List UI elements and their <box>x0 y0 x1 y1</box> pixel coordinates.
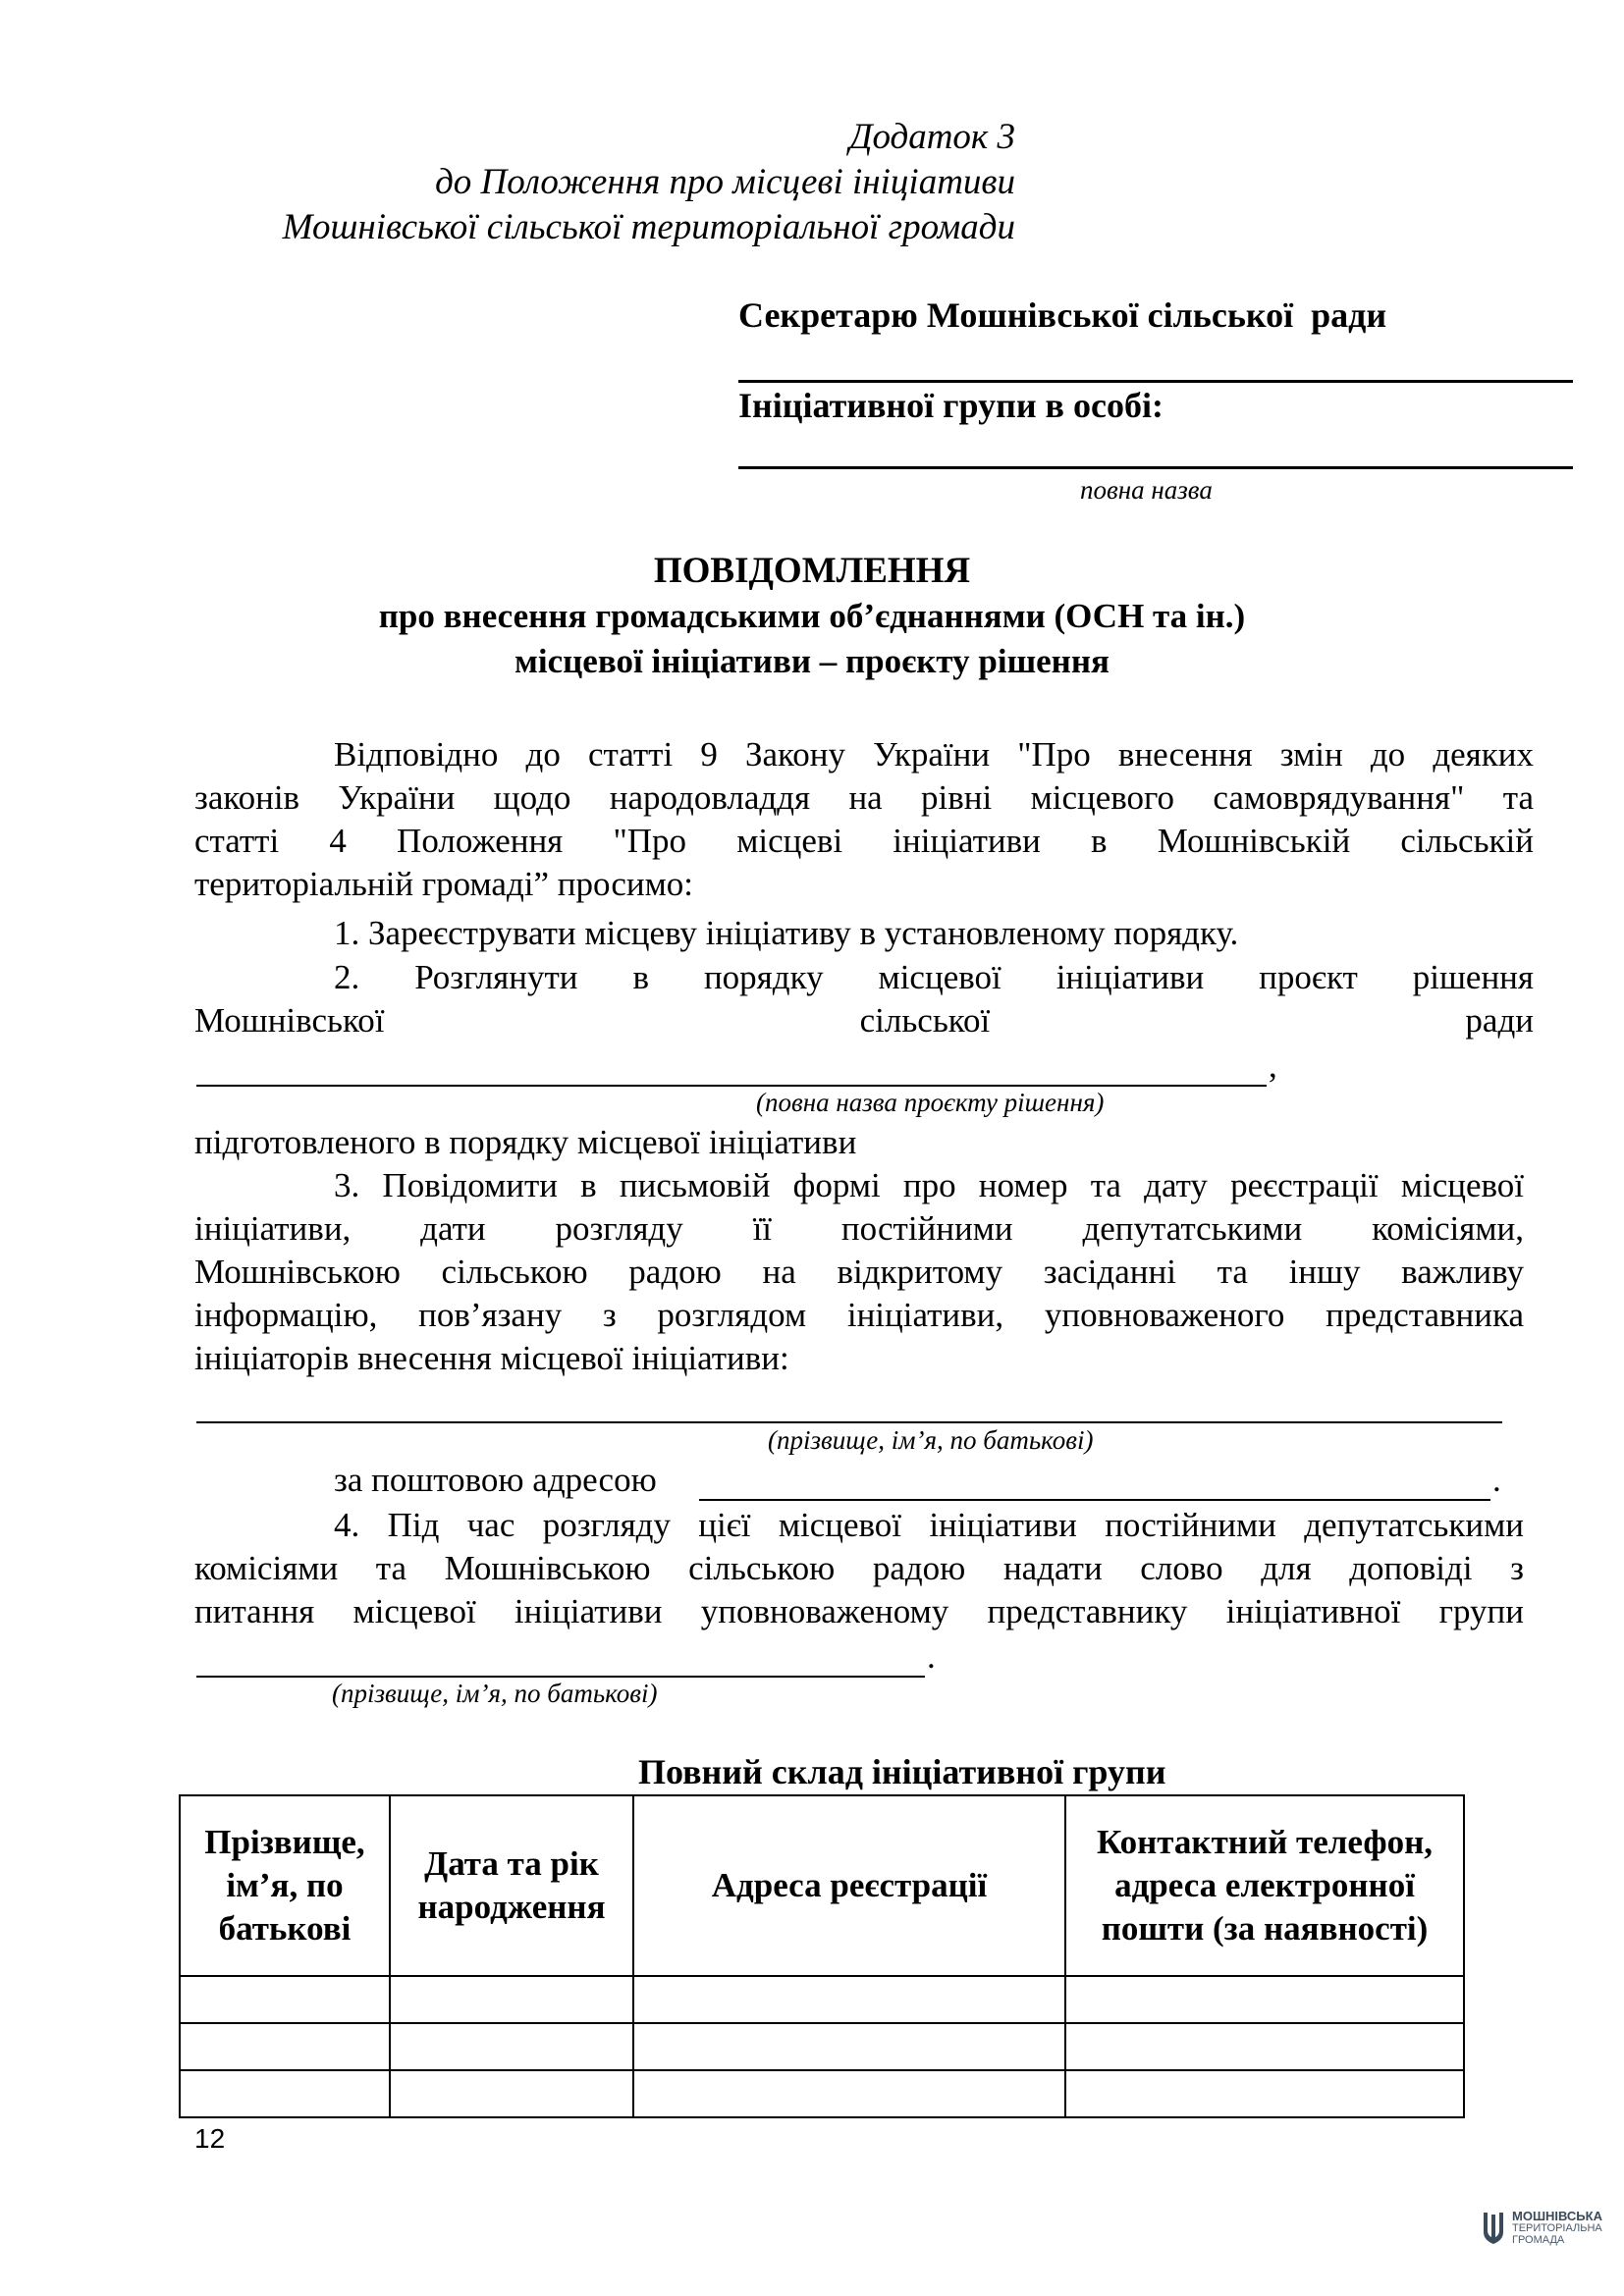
table-cell[interactable] <box>180 2070 390 2117</box>
item-3-line2: ініціативи, дати розгляду її постійними депутатськими комісіями, <box>194 1209 1524 1248</box>
document-subtitle-2: місцевої ініціативи – проєкту рішення <box>514 642 1110 680</box>
item-4-line2: комісіями та Мошнівською сільською радою надати слово для доповіді з <box>194 1549 1524 1587</box>
fill-line-group <box>738 466 1573 469</box>
fill-line-speaker <box>196 1676 925 1678</box>
table-row <box>180 2070 1464 2117</box>
table-cell[interactable] <box>633 1976 1065 2023</box>
caption-representative: (прізвище, ім’я, по батькові) <box>768 1425 1094 1455</box>
addressee-to: Секретарю Мошнівської сільської ради <box>738 295 1387 335</box>
item-2-line2: Мошнівської сільської ради <box>194 1001 1534 1040</box>
logo-line-2: ТЕРИТОРІАЛЬНА <box>1512 2222 1602 2234</box>
postal-address-label: за поштовою адресою <box>334 1461 657 1499</box>
page-number: 12 <box>194 2123 226 2154</box>
document-subtitle: про внесення громадськими об’єднаннями (ОСН та ін.) <box>378 597 1246 635</box>
caption-decision-name: (повна назва проєкту рішення) <box>756 1088 1105 1117</box>
table-cell[interactable] <box>180 2023 390 2070</box>
members-table <box>179 1794 1465 2118</box>
header-contacts: Контактний телефон, адреса електронної пошти (за наявності) <box>1065 1795 1464 1976</box>
table-title: Повний склад ініціативної групи <box>638 1752 1166 1791</box>
postal-address-dot: . <box>1492 1461 1501 1499</box>
body-p1-line1: Відповідно до статті 9 Закону України "Про внесення змін до деяких <box>334 735 1534 774</box>
table-cell[interactable] <box>390 2023 633 2070</box>
annex-title: Додаток 3 <box>848 117 1015 157</box>
addressee-from: Ініціативної групи в особі: <box>738 386 1164 425</box>
annex-community: Мошнівської сільської територіальної громади <box>282 207 1015 247</box>
document-title: ПОВІДОМЛЕННЯ <box>653 551 971 591</box>
logo-line-3: ГРОМАДА <box>1512 2234 1565 2246</box>
table-cell[interactable] <box>390 2070 633 2117</box>
table-row <box>180 2023 1464 2070</box>
fill-line-decision-name <box>196 1085 1267 1087</box>
table-cell[interactable] <box>633 2070 1065 2117</box>
item-2-line1: 2. Розглянути в порядку місцевої ініціативи проєкт рішення <box>334 958 1534 996</box>
table-cell[interactable] <box>1065 2023 1464 2070</box>
body-p1-line2: законів України щодо народовладдя на рівні місцевого самоврядування" та <box>194 778 1534 817</box>
table-header-row <box>180 1795 1464 1976</box>
item-3-line5: ініціаторів внесення місцевої ініціативи: <box>194 1339 789 1377</box>
item-2-comma: , <box>1269 1046 1277 1085</box>
item-1: 1. Зареєструвати місцеву ініціативу в установленому порядку. <box>334 914 1239 952</box>
table-cell[interactable] <box>633 2023 1065 2070</box>
body-p1-line3: статті 4 Положення "Про місцеві ініціативи в Мошнівській сільській <box>194 822 1534 860</box>
caption-speaker: (прізвище, ім’я, по батькові) <box>332 1679 658 1708</box>
item-3-line4: інформацію, пов’язану з розглядом ініціативи, уповноваженого представника <box>194 1296 1524 1334</box>
trident-icon <box>1481 2211 1506 2246</box>
table-row <box>180 1976 1464 2023</box>
fill-line-secretary <box>738 380 1573 383</box>
fill-line-postal-address <box>699 1499 1490 1501</box>
speaker-dot: . <box>927 1637 936 1676</box>
table-cell[interactable] <box>180 1976 390 2023</box>
table-cell[interactable] <box>1065 1976 1464 2023</box>
table-cell[interactable] <box>390 1976 633 2023</box>
table-cell[interactable] <box>1065 2070 1464 2117</box>
item-3-line1: 3. Повідомити в письмовій формі про номер та дату реєстрації місцевої <box>334 1166 1524 1204</box>
annex-reference: до Положення про місцеві ініціативи <box>435 162 1015 202</box>
community-logo <box>1481 2211 1602 2246</box>
caption-full-name: повна назва <box>1080 475 1213 505</box>
header-registration-address: Адреса реєстрації <box>633 1795 1065 1976</box>
fill-line-representative <box>196 1421 1502 1423</box>
item-4-line3: питання місцевої ініціативи уповноваженому представнику ініціативної групи <box>194 1592 1524 1630</box>
logo-text <box>1512 2211 1602 2246</box>
item-3-line3: Мошнівською сільською радою на відкритому засіданні та іншу важливу <box>194 1253 1524 1291</box>
logo-line-1: МОШНІВСЬКА <box>1512 2209 1602 2223</box>
body-p1-line4: територіальній громаді” просимо: <box>194 865 694 903</box>
header-full-name: Прізвище, ім’я, по батькові <box>180 1795 390 1976</box>
item-2-line3: підготовленого в порядку місцевої ініціативи <box>194 1123 857 1161</box>
header-birth-date: Дата та рік народження <box>390 1795 633 1976</box>
item-4-line1: 4. Під час розгляду цієї місцевої ініціативи постійними депутатськими <box>334 1506 1524 1544</box>
